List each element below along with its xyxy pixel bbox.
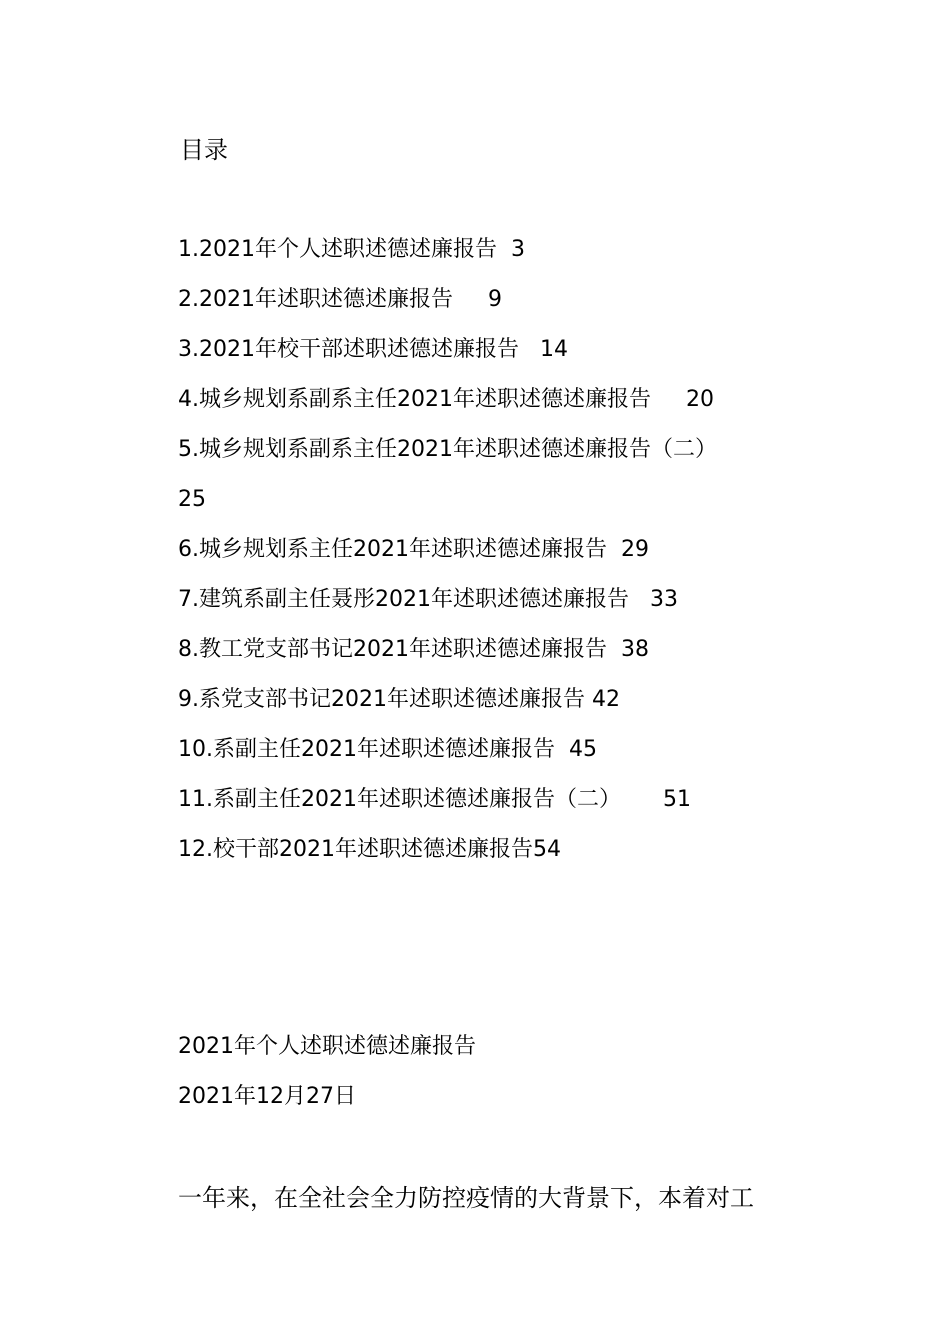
toc-entry-page-number: 54 — [532, 837, 561, 862]
toc-entry-page-number: 9 — [487, 287, 502, 312]
toc-entry-spacer — [585, 687, 592, 712]
toc-entry[interactable] — [178, 483, 858, 533]
toc-entry-title: 9.系党支部书记2021年述职述德述廉报告 — [178, 687, 585, 712]
toc-entry-spacer — [497, 237, 511, 262]
toc-entry[interactable] — [178, 433, 858, 483]
toc-entry-title: 6.城乡规划系主任2021年述职述德述廉报告 — [178, 537, 607, 562]
toc-entry-page-number: 29 — [620, 537, 649, 562]
toc-entry-title: 7.建筑系副主任聂彤2021年述职述德述廉报告 — [178, 587, 629, 612]
toc-entry[interactable] — [178, 533, 858, 583]
toc-entry-spacer — [629, 587, 650, 612]
report-body-paragraph: 一年来，在全社会全力防控疫情的大背景下，本着对工 — [178, 1184, 754, 1212]
toc-entry-title: 1.2021年个人述职述德述廉报告 — [178, 237, 497, 262]
toc-entry-title: 5.城乡规划系副系主任2021年述职述德述廉报告（二） — [178, 437, 717, 462]
toc-entry-title: 8.教工党支部书记2021年述职述德述廉报告 — [178, 637, 607, 662]
toc-entry[interactable] — [178, 833, 858, 883]
toc-entry-page-number: 25 — [178, 487, 206, 512]
toc-entry[interactable] — [178, 333, 858, 383]
toc-entry-spacer — [453, 287, 488, 312]
toc-entry-page-number: 3 — [510, 237, 525, 262]
toc-entry-page-number: 14 — [539, 337, 568, 362]
toc-entry[interactable] — [178, 633, 858, 683]
toc-entry[interactable] — [178, 233, 858, 283]
toc-list — [178, 233, 858, 883]
toc-entry-page-number: 45 — [568, 737, 597, 762]
report-heading: 2021年个人述职述德述廉报告 — [178, 1034, 476, 1059]
toc-entry[interactable] — [178, 733, 858, 783]
toc-entry[interactable] — [178, 383, 858, 433]
toc-entry-title: 10.系副主任2021年述职述德述廉报告 — [178, 737, 555, 762]
toc-entry[interactable] — [178, 783, 858, 833]
toc-entry-page-number: 20 — [685, 387, 714, 412]
toc-entry-spacer — [607, 537, 621, 562]
toc-entry-spacer — [555, 737, 569, 762]
toc-entry-spacer — [651, 387, 686, 412]
toc-entry-page-number: 33 — [649, 587, 678, 612]
toc-entry-spacer — [607, 637, 621, 662]
report-date: 2021年12月27日 — [178, 1084, 356, 1109]
toc-entry-title: 3.2021年校干部述职述德述廉报告 — [178, 337, 519, 362]
toc-entry-page-number: 42 — [591, 687, 620, 712]
toc-entry-title: 12.校干部2021年述职述德述廉报告 — [178, 837, 533, 862]
toc-entry-title: 11.系副主任2021年述职述德述廉报告（二） — [178, 787, 621, 812]
toc-title: 目录 — [180, 136, 228, 164]
toc-entry[interactable] — [178, 583, 858, 633]
toc-entry-page-number: 51 — [662, 787, 691, 812]
toc-entry-title: 4.城乡规划系副系主任2021年述职述德述廉报告 — [178, 387, 651, 412]
toc-entry-page-number: 38 — [620, 637, 649, 662]
toc-entry-spacer — [519, 337, 540, 362]
toc-entry-spacer — [621, 787, 663, 812]
toc-entry[interactable] — [178, 283, 858, 333]
toc-entry-title: 2.2021年述职述德述廉报告 — [178, 287, 453, 312]
toc-entry[interactable] — [178, 683, 858, 733]
